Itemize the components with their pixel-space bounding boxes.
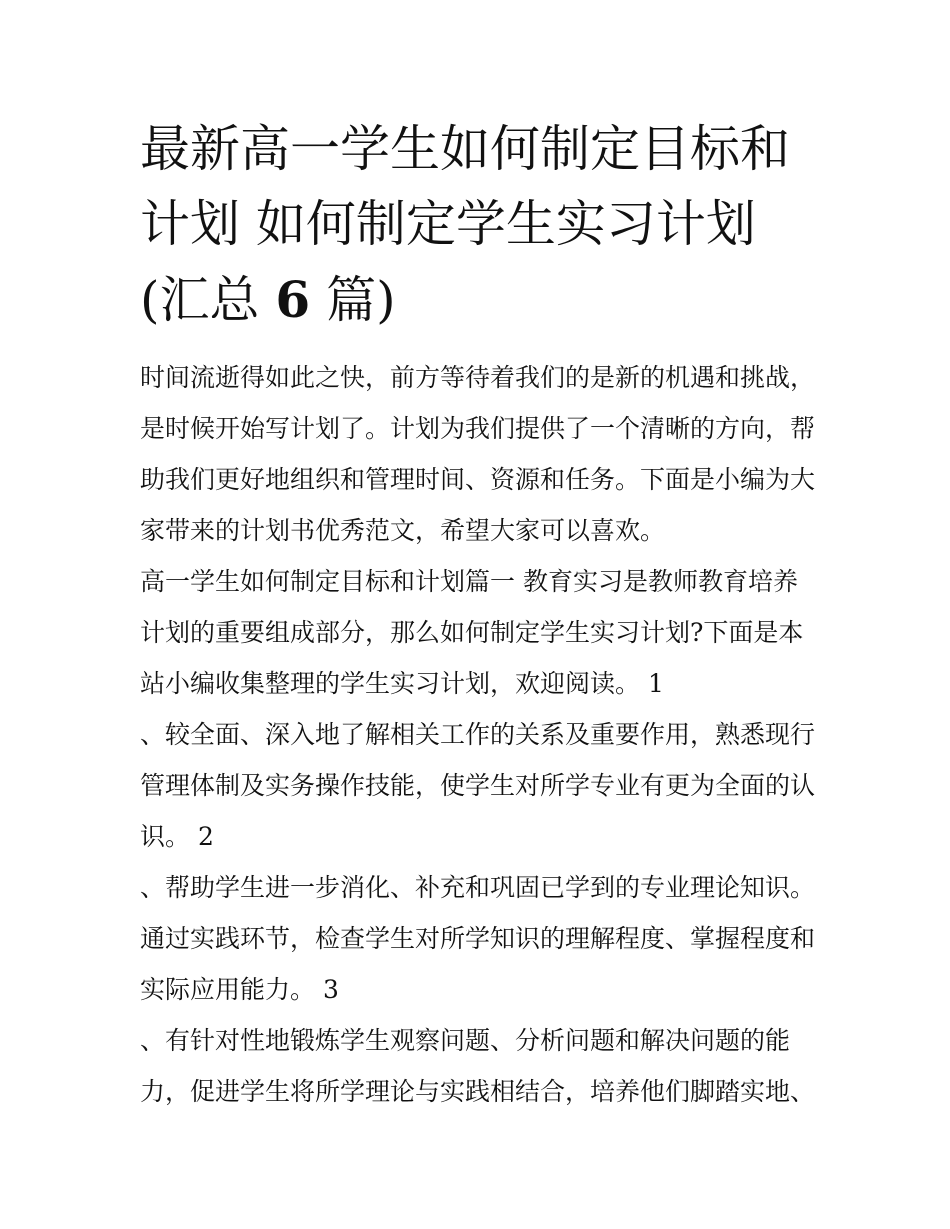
body-line: 、帮助学生进一步消化、补充和巩固已学到的专业理论知识。	[140, 873, 816, 902]
body-line: 助我们更好地组织和管理时间、资源和任务。下面是小编为大	[140, 465, 816, 494]
body-line: 时间流逝得如此之快，前方等待着我们的是新的机遇和挑战，	[140, 363, 816, 392]
body-line: 计划的重要组成部分，那么如何制定学生实习计划?下面是本	[140, 618, 804, 647]
title-line-3	[140, 262, 820, 338]
body-line: 、有针对性地锻炼学生观察问题、分析问题和解决问题的能	[140, 1026, 791, 1055]
title-line-1: 最新高一学生如何制定目标和	[140, 120, 790, 178]
body-line: 、较全面、深入地了解相关工作的关系及重要作用，熟悉现行	[140, 720, 816, 749]
body-line: 识。 2	[140, 822, 214, 851]
body-line: 实际应用能力。 3	[140, 975, 339, 1004]
document-body	[140, 352, 830, 1117]
body-line: 高一学生如何制定目标和计划篇一 教育实习是教师教育培养	[140, 567, 798, 596]
body-line: 管理体制及实务操作技能，使学生对所学专业有更为全面的认	[140, 771, 816, 800]
title-line-3-suffix: 篇)	[326, 271, 396, 329]
body-line: 家带来的计划书优秀范文，希望大家可以喜欢。	[140, 516, 666, 545]
body-line: 力，促进学生将所学理论与实践相结合，培养他们脚踏实地、	[140, 1077, 816, 1106]
title-line-2: 计划 如何制定学生实习计划	[140, 195, 756, 253]
title-line-3-prefix: (汇总	[140, 271, 260, 329]
body-line: 站小编收集整理的学生实习计划，欢迎阅读。 1	[140, 669, 664, 698]
body-line: 是时候开始写计划了。计划为我们提供了一个清晰的方向，帮	[140, 414, 816, 443]
title-article-count: 6	[275, 270, 311, 329]
body-line: 通过实践环节，检查学生对所学知识的理解程度、掌握程度和	[140, 924, 816, 953]
document-title	[140, 112, 820, 338]
